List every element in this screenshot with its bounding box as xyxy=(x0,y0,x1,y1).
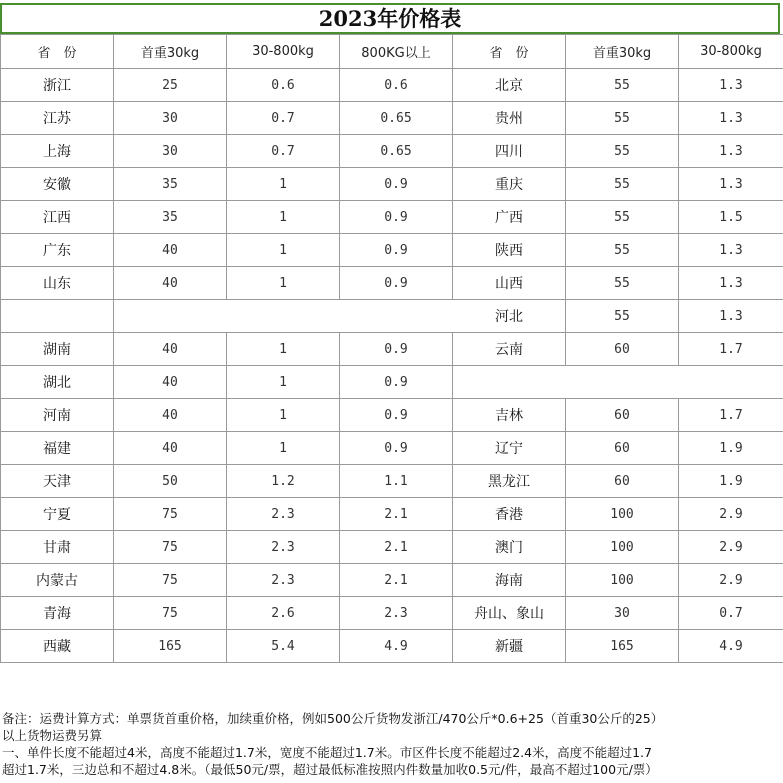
price-cell: 0.6 xyxy=(227,69,340,102)
price-cell: 55 xyxy=(566,234,679,267)
price-cell: 2.3 xyxy=(340,597,453,630)
province-cell: 云南 xyxy=(453,333,566,366)
table-row xyxy=(1,168,783,201)
province-cell: 湖南 xyxy=(1,333,114,366)
table-row xyxy=(1,399,783,432)
province-cell: 江西 xyxy=(1,201,114,234)
note-line: 以上货物运费另算 xyxy=(2,728,103,743)
price-cell: 2.1 xyxy=(340,531,453,564)
province-cell: 青海 xyxy=(1,597,114,630)
price-cell: 2.1 xyxy=(340,498,453,531)
table-row xyxy=(1,69,783,102)
price-cell: 1 xyxy=(227,168,340,201)
price-cell: 40 xyxy=(114,432,227,465)
price-cell: 60 xyxy=(566,432,679,465)
province-cell: 陕西 xyxy=(453,234,566,267)
table-row xyxy=(1,465,783,498)
price-cell: 0.9 xyxy=(340,201,453,234)
price-cell: 100 xyxy=(566,498,679,531)
price-cell: 0.65 xyxy=(340,102,453,135)
price-cell: 1.3 xyxy=(679,234,783,267)
province-cell: 宁夏 xyxy=(1,498,114,531)
page-title: 2023年价格表 xyxy=(0,3,780,34)
price-cell: 0.9 xyxy=(340,399,453,432)
province-cell: 香港 xyxy=(453,498,566,531)
price-cell: 1.3 xyxy=(679,300,783,333)
table-row xyxy=(1,234,783,267)
price-cell: 100 xyxy=(566,531,679,564)
price-cell: 2.9 xyxy=(679,498,783,531)
table-row xyxy=(1,267,783,300)
price-cell: 0.6 xyxy=(340,69,453,102)
province-cell: 黑龙江 xyxy=(453,465,566,498)
column-header-province-2: 省 份 xyxy=(453,35,566,69)
price-cell: 1.3 xyxy=(679,102,783,135)
province-cell: 天津 xyxy=(1,465,114,498)
price-cell: 35 xyxy=(114,168,227,201)
column-header-first-weight-2: 首重30kg xyxy=(566,35,679,69)
price-cell: 0.9 xyxy=(340,333,453,366)
column-header-30-800kg: 30-800kg xyxy=(227,35,340,69)
price-cell: 5.4 xyxy=(227,630,340,663)
province-cell: 福建 xyxy=(1,432,114,465)
price-cell: 1 xyxy=(227,267,340,300)
price-cell: 1.1 xyxy=(340,465,453,498)
price-cell: 55 xyxy=(566,69,679,102)
note-line: 一、单件长度不能超过4米，高度不能超过1.7米，宽度不能超过1.7米。市区件长度不能超过2.4米，高度不能超过1.7 xyxy=(2,745,652,760)
price-cell: 0.9 xyxy=(340,234,453,267)
province-cell: 西藏 xyxy=(1,630,114,663)
price-table xyxy=(0,34,783,663)
table-row xyxy=(1,564,783,597)
price-cell: 0.7 xyxy=(679,597,783,630)
province-cell: 内蒙古 xyxy=(1,564,114,597)
province-cell: 舟山、象山 xyxy=(453,597,566,630)
price-cell: 1 xyxy=(227,234,340,267)
price-cell: 2.3 xyxy=(227,498,340,531)
table-row xyxy=(1,498,783,531)
price-cell: 2.9 xyxy=(679,564,783,597)
price-cell: 0.9 xyxy=(340,168,453,201)
price-cell: 40 xyxy=(114,399,227,432)
price-cell: 40 xyxy=(114,366,227,399)
province-cell: 广西 xyxy=(453,201,566,234)
price-cell: 0.7 xyxy=(227,102,340,135)
price-cell: 1.5 xyxy=(679,201,783,234)
price-cell: 75 xyxy=(114,531,227,564)
price-cell: 30 xyxy=(114,102,227,135)
table-row xyxy=(1,333,783,366)
price-cell: 75 xyxy=(114,498,227,531)
note-line: 备注：运费计算方式：单票货首重价格，加续重价格，例如500公斤货物发浙江/470公斤*0.6+25（首重30公斤的25） xyxy=(2,711,664,726)
price-cell: 55 xyxy=(566,135,679,168)
price-cell: 165 xyxy=(114,630,227,663)
province-cell: 上海 xyxy=(1,135,114,168)
price-cell: 1 xyxy=(227,201,340,234)
price-cell: 55 xyxy=(566,102,679,135)
price-cell: 55 xyxy=(566,201,679,234)
price-cell xyxy=(227,300,340,333)
column-header-30-800kg-2: 30-800kg xyxy=(679,35,783,69)
price-cell: 55 xyxy=(566,300,679,333)
price-cell: 30 xyxy=(114,135,227,168)
province-cell: 河北 xyxy=(453,300,566,333)
price-cell: 60 xyxy=(566,399,679,432)
province-cell: 广东 xyxy=(1,234,114,267)
province-cell: 山西 xyxy=(453,267,566,300)
price-cell xyxy=(566,366,679,399)
price-cell: 1 xyxy=(227,333,340,366)
price-cell: 1.7 xyxy=(679,333,783,366)
province-cell: 贵州 xyxy=(453,102,566,135)
note-line: 超过1.7米，三边总和不超过4.8米。（最低50元/票，超过最低标准按照内件数量加收0.5元/件，最高不超过100元/票） xyxy=(2,762,658,777)
table-row xyxy=(1,432,783,465)
price-cell: 1.3 xyxy=(679,267,783,300)
price-cell: 1.9 xyxy=(679,432,783,465)
province-cell: 江苏 xyxy=(1,102,114,135)
price-cell: 0.9 xyxy=(340,366,453,399)
price-cell: 55 xyxy=(566,168,679,201)
province-cell: 浙江 xyxy=(1,69,114,102)
table-row xyxy=(1,201,783,234)
price-cell: 1 xyxy=(227,432,340,465)
price-cell xyxy=(679,366,783,399)
price-cell: 0.9 xyxy=(340,432,453,465)
price-cell: 100 xyxy=(566,564,679,597)
price-cell: 2.6 xyxy=(227,597,340,630)
price-cell: 1.3 xyxy=(679,135,783,168)
price-cell: 40 xyxy=(114,333,227,366)
province-cell: 重庆 xyxy=(453,168,566,201)
column-header-first-weight: 首重30kg xyxy=(114,35,227,69)
price-cell: 2.3 xyxy=(227,531,340,564)
province-cell: 新疆 xyxy=(453,630,566,663)
province-cell: 澳门 xyxy=(453,531,566,564)
price-cell: 60 xyxy=(566,465,679,498)
price-cell: 75 xyxy=(114,564,227,597)
table-row xyxy=(1,531,783,564)
price-cell: 165 xyxy=(566,630,679,663)
table-row xyxy=(1,366,783,399)
table-header-row xyxy=(1,35,783,69)
price-cell: 35 xyxy=(114,201,227,234)
price-cell: 1.2 xyxy=(227,465,340,498)
table-body xyxy=(1,69,783,663)
province-cell: 海南 xyxy=(453,564,566,597)
table-row xyxy=(1,630,783,663)
table-row xyxy=(1,135,783,168)
price-cell: 30 xyxy=(566,597,679,630)
price-cell: 0.65 xyxy=(340,135,453,168)
column-header-province: 省 份 xyxy=(1,35,114,69)
column-header-over-800kg: 800KG以上 xyxy=(340,35,453,69)
price-cell: 1.3 xyxy=(679,69,783,102)
price-cell: 1.3 xyxy=(679,168,783,201)
price-cell: 0.9 xyxy=(340,267,453,300)
province-cell: 甘肃 xyxy=(1,531,114,564)
price-cell: 2.3 xyxy=(227,564,340,597)
price-cell xyxy=(114,300,227,333)
price-cell: 55 xyxy=(566,267,679,300)
province-cell: 河南 xyxy=(1,399,114,432)
province-cell xyxy=(453,366,566,399)
price-cell: 4.9 xyxy=(679,630,783,663)
price-cell: 75 xyxy=(114,597,227,630)
price-cell: 1 xyxy=(227,366,340,399)
province-cell xyxy=(1,300,114,333)
price-cell: 0.7 xyxy=(227,135,340,168)
price-cell: 1 xyxy=(227,399,340,432)
price-cell: 2.9 xyxy=(679,531,783,564)
price-cell: 2.1 xyxy=(340,564,453,597)
province-cell: 山东 xyxy=(1,267,114,300)
province-cell: 四川 xyxy=(453,135,566,168)
price-cell: 60 xyxy=(566,333,679,366)
province-cell: 北京 xyxy=(453,69,566,102)
notes-section xyxy=(2,710,783,778)
price-cell: 1.9 xyxy=(679,465,783,498)
table-row xyxy=(1,597,783,630)
table-row xyxy=(1,300,783,333)
province-cell: 湖北 xyxy=(1,366,114,399)
province-cell: 吉林 xyxy=(453,399,566,432)
table-row xyxy=(1,102,783,135)
price-cell: 50 xyxy=(114,465,227,498)
price-cell: 40 xyxy=(114,267,227,300)
price-cell xyxy=(340,300,453,333)
price-cell: 1.7 xyxy=(679,399,783,432)
province-cell: 安徽 xyxy=(1,168,114,201)
price-cell: 25 xyxy=(114,69,227,102)
price-cell: 4.9 xyxy=(340,630,453,663)
province-cell: 辽宁 xyxy=(453,432,566,465)
price-cell: 40 xyxy=(114,234,227,267)
